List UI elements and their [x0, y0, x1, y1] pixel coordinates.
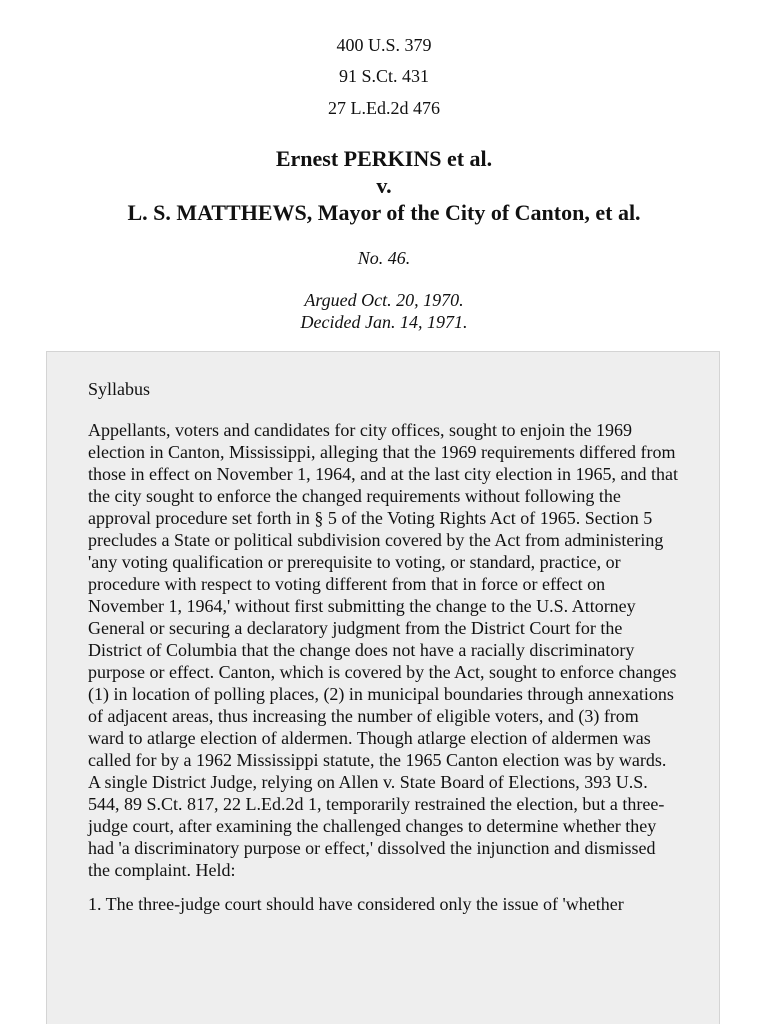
argued-date: Argued Oct. 20, 1970. [304, 290, 464, 310]
syllabus-paragraph: 1. The three-judge court should have considered only the issue of 'whether [88, 894, 624, 914]
syllabus-panel [46, 351, 720, 1024]
docket-number: No. 46. [357, 248, 411, 268]
respondent-name: L. S. MATTHEWS, Mayor of the City of Canton, et al. [127, 200, 641, 225]
decided-date: Decided Jan. 14, 1971. [300, 312, 468, 332]
citation-us-reports: 400 U.S. 379 [336, 35, 432, 55]
citation-supreme-court-reporter: 91 S.Ct. 431 [338, 66, 430, 86]
case-title [0, 145, 768, 226]
case-dates [0, 289, 768, 333]
versus-label: v. [376, 173, 392, 198]
syllabus-heading: Syllabus [88, 379, 151, 399]
petitioner-name: Ernest PERKINS et al. [275, 146, 493, 171]
citation-lawyers-edition: 27 L.Ed.2d 476 [328, 98, 440, 118]
syllabus-paragraph: Appellants, voters and candidates for city offices, sought to enjoin the 1969 election in Canton, Mississippi, alleging that the 1969 requirements differed from those in effect on November 1, 1964, and at the last city election in 1965, and that the city sought to enforce the changed requirements without following the approval procedure set forth in § 5 of the Voting Rights Act of 1965. Section 5 precludes a State or political subdivision covered by the Act from administering 'any voting qualification or prerequisite to voting, or standard, practice, or procedure with respect to voting different from that in force or effect on November 1, 1964,' without first submitting the change to the U.S. Attorney General or securing a declaratory judgment from the District Court for the District of Columbia that the change does not have a racially discriminatory purpose or effect. Canton, which is covered by the Act, sought to enforce changes (1) in location of polling places, (2) in municipal boundaries through annexations of adjacent areas, thus increasing the number of eligible voters, and (3) from ward to atlarge election of aldermen. Though atlarge election of aldermen was called for by a 1962 Mississippi statute, the 1965 Canton election was by wards. A single District Judge, relying on Allen v. State Board of Elections, 393 U.S. 544, 89 S.Ct. 817, 22 L.Ed.2d 1, temporarily restrained the election, but a three-judge court, after examining the challenged changes to determine whether they had 'a discriminatory purpose or effect,' dissolved the injunction and dismissed the complaint. Held: [88, 420, 679, 880]
